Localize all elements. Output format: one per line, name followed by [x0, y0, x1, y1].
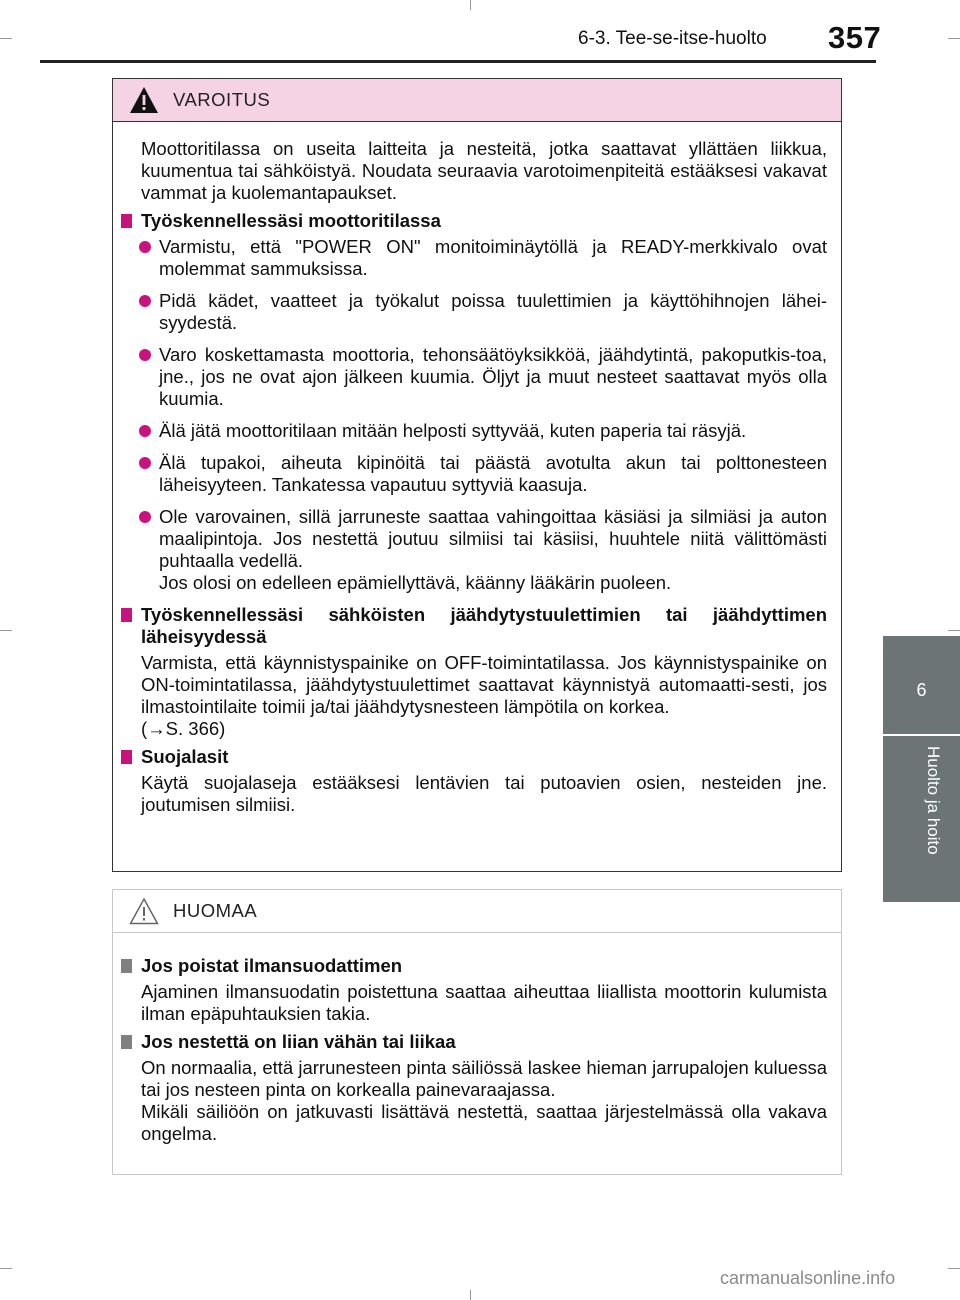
round-bullet-icon [139, 295, 151, 307]
section-text: Varmista, että käynnistyspainike on OFF-toimintatilassa. Jos käynnistyspainike on ON-toimintatilassa, jäähdytystuulettimet saattavat käynnistyä automaatti-sesti, jos ilmastointilaite toimii ja/tai jäähdytysnesteen lämpötila on korkea. (→S. 366) [141, 652, 827, 739]
crop-mark [470, 1290, 471, 1300]
warning-triangle-icon [129, 86, 159, 114]
notice-title: HUOMAA [173, 900, 258, 921]
bullet-item: Varmistu, että "POWER ON" monitoiminäytöllä ja READY-merkkivalo ovat molemmat sammuksissa. [119, 236, 827, 280]
chapter-tab-divider [883, 734, 960, 736]
warning-title: VAROITUS [173, 89, 271, 110]
crop-mark [470, 0, 471, 10]
square-bullet-icon [121, 214, 132, 228]
crop-mark [0, 38, 12, 39]
bullet-item: Pidä kädet, vaatteet ja työkalut poissa tuulettimien ja käyttöhihnojen lähei-syydestä. [119, 290, 827, 334]
section-heading: Työskennellessäsi moottoritilassa [119, 210, 827, 232]
notice-header [113, 890, 841, 933]
chapter-title: Huolto ja hoito [924, 746, 943, 855]
section-text: Ajaminen ilmansuodatin poistettuna saattaa aiheuttaa liiallista moottorin kulumista ilman epäpuhtauksien takia. [141, 981, 827, 1024]
warning-header [113, 79, 841, 122]
section-heading: Jos poistat ilmansuodattimen [119, 955, 827, 977]
bullet-item: Älä jätä moottoritilaan mitään helposti syttyvää, kuten paperia tai räsyjä. [119, 420, 827, 442]
square-bullet-icon [121, 608, 132, 622]
crop-mark [948, 1268, 960, 1269]
section-title: 6-3. Tee-se-itse-huolto [578, 28, 767, 49]
crop-mark [0, 630, 12, 631]
round-bullet-icon [139, 241, 151, 253]
header-rule [40, 60, 876, 63]
round-bullet-icon [139, 511, 151, 523]
crop-mark [948, 38, 960, 39]
section-heading: Suojalasit [119, 746, 827, 768]
bullet-item: Varo koskettamasta moottoria, tehonsäätöyksikköä, jäähdytintä, pakoputkis-toa, jne., jos ne ovat ajon jälkeen kuumia. Öljyt ja muut nesteet saattavat myös olla kuumia. [119, 344, 827, 410]
page-number: 357 [828, 20, 882, 55]
square-bullet-icon [121, 959, 132, 973]
round-bullet-icon [139, 457, 151, 469]
bullet-item: Ole varovainen, sillä jarruneste saattaa vahingoittaa käsiäsi ja silmiäsi ja auton maalipintoja. Jos nestettä joutuu silmiisi tai käsiisi, huuhtele niitä välittömästi puhtaalla vedellä. Jos olosi on edelleen epämiellyttävä, käänny lääkärin puoleen. [119, 506, 827, 594]
warning-content [113, 122, 841, 816]
page-reference[interactable]: (→S. 366) [141, 718, 226, 739]
warning-box [112, 78, 842, 872]
notice-content [113, 933, 841, 1145]
crop-mark [0, 1268, 12, 1269]
round-bullet-icon [139, 425, 151, 437]
chapter-number: 6 [916, 680, 927, 700]
square-bullet-icon [121, 1035, 132, 1049]
notice-box [112, 889, 842, 1175]
section-text: On normaalia, että jarrunesteen pinta säiliössä laskee hieman jarrupalojen kuluessa tai jos nesteen pinta on korkealla painevaraajassa. Mikäli säiliöön on jatkuvasti lisättävä nestettä, saattaa järjestelmässä olla vakava ongelma. [141, 1057, 827, 1144]
chapter-tab-number-area [883, 636, 960, 734]
section-text: Käytä suojalaseja estääksesi lentävien tai putoavien osien, nesteiden jne. joutumisen silmiisi. [141, 772, 827, 815]
round-bullet-icon [139, 349, 151, 361]
section-heading: Jos nestettä on liian vähän tai liikaa [119, 1031, 827, 1053]
square-bullet-icon [121, 750, 132, 764]
warning-intro: Moottoritilassa on useita laitteita ja nesteitä, jotka saattavat yllättäen liikkua, kuumentua tai sähköistyä. Noudata seuraavia varotoimenpiteitä estääksesi vakavat vammat ja kuolemantapaukset. [141, 138, 827, 203]
section-heading: Työskennellessäsi sähköisten jäähdytystuulettimien tai jäähdyttimen läheisyydessä [119, 604, 827, 648]
bullet-item: Älä tupakoi, aiheuta kipinöitä tai päästä avotulta akun tai polttonesteen läheisyyteen. Tankatessa vapautuu syttyviä kaasuja. [119, 452, 827, 496]
caution-triangle-icon [129, 897, 159, 925]
crop-mark [948, 630, 960, 631]
chapter-tab[interactable] [883, 636, 960, 902]
watermark: carmanualsonline.info [720, 1268, 896, 1288]
